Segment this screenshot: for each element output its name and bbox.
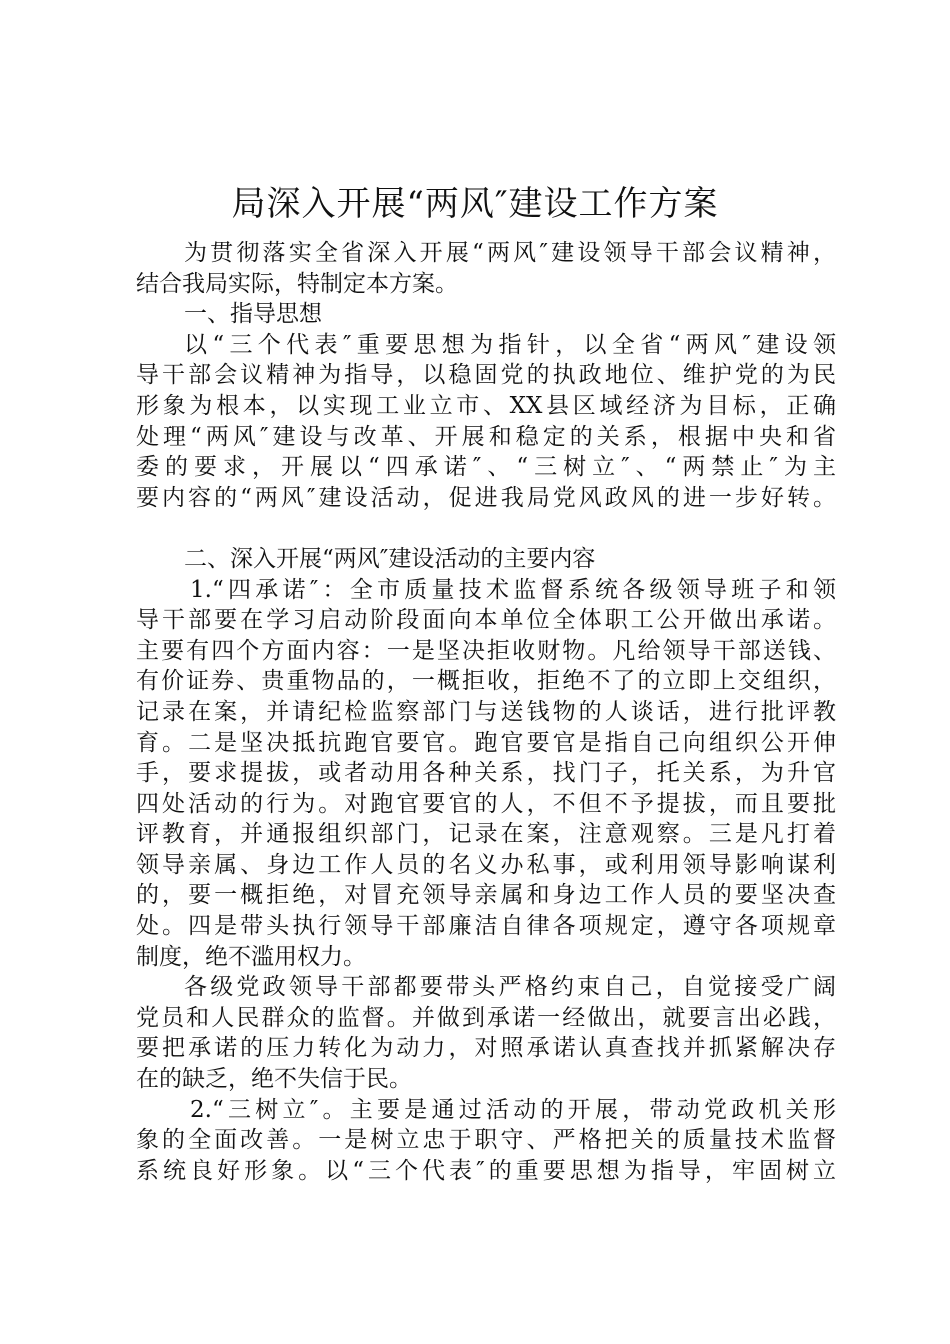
paragraph-line: 记录在案，并请纪检监察部门与送钱物的人谈话，进行批评教	[136, 698, 836, 725]
paragraph-line: 评教育，并通报组织部门，记录在案，注意观察。三是凡打着	[136, 821, 836, 848]
paragraph-line: 四处活动的行为。对跑官要官的人，不但不予提拔，而且要批	[136, 790, 836, 817]
paragraph-line: 的，要一概拒绝，对冒充领导亲属和身边工作人员的要坚决查	[136, 882, 836, 909]
paragraph-line: 2.“三树立″。主要是通过活动的开展，带动党政机关形	[190, 1096, 836, 1123]
paragraph-line: 要内容的“两风″建设活动，促进我局党风政风的进一步好转。	[136, 484, 836, 511]
paragraph-line: 1.“四承诺″：全市质量技术监督系统各级领导班子和领	[190, 576, 836, 603]
paragraph-line: 育。二是坚决抵抗跑官要官。跑官要官是指自己向组织公开伸	[136, 729, 836, 756]
paragraph-line: 委的要求，开展以“四承诺″、“三树立″、“两禁止″为主	[136, 454, 836, 481]
document-title: 局深入开展“两风″建设工作方案	[231, 184, 719, 224]
paragraph-line: 制度，绝不滥用权力。	[136, 943, 366, 970]
paragraph-line: 以“三个代表″重要思想为指针，以全省“两风″建设领	[184, 331, 836, 358]
section-heading: 一、指导思想	[184, 301, 322, 328]
section-heading: 二、深入开展“两风″建设活动的主要内容	[184, 545, 596, 572]
blank-line	[136, 513, 836, 544]
paragraph-line: 党员和人民群众的监督。并做到承诺一经做出，就要言出必践，	[136, 1004, 836, 1031]
paragraph-line: 导干部要在学习启动阶段面向本单位全体职工公开做出承诺。	[136, 607, 836, 634]
paragraph-line: 主要有四个方面内容：一是坚决拒收财物。凡给领导干部送钱、	[136, 637, 836, 664]
paragraph-line: 手，要求提拔，或者动用各种关系，找门子，托关系，为升官	[136, 760, 836, 787]
paragraph-line: 领导亲属、身边工作人员的名义办私事，或利用领导影响谋利	[136, 851, 836, 878]
paragraph-line: 系统良好形象。以“三个代表″的重要思想为指导，牢固树立	[136, 1157, 836, 1184]
paragraph-line: 为贯彻落实全省深入开展“两风″建设领导干部会议精神，	[184, 240, 836, 266]
paragraph-line: 形象为根本，以实现工业立市、XX县区域经济为目标，正确	[136, 392, 836, 419]
paragraph-line: 处理“两风″建设与改革、开展和稳定的关系，根据中央和省	[136, 423, 836, 450]
paragraph-line: 结合我局实际，特制定本方案。	[136, 270, 458, 297]
document-body	[136, 238, 836, 1186]
paragraph-line: 导干部会议精神为指导，以稳固党的执政地位、维护党的为民	[136, 362, 836, 389]
paragraph-line: 要把承诺的压力转化为动力，对照承诺认真查找并抓紧解决存	[136, 1035, 836, 1062]
paragraph-line: 在的缺乏，绝不失信于民。	[136, 1066, 412, 1093]
paragraph-line: 处。四是带头执行领导干部廉洁自律各项规定，遵守各项规章	[136, 913, 836, 940]
paragraph-line: 各级党政领导干部都要带头严格约束自己，自觉接受广阔	[184, 974, 836, 1001]
paragraph-line: 象的全面改善。一是树立忠于职守、严格把关的质量技术监督	[136, 1127, 836, 1154]
paragraph-line: 有价证券、贵重物品的，一概拒收，拒绝不了的立即上交组织，	[136, 668, 836, 695]
